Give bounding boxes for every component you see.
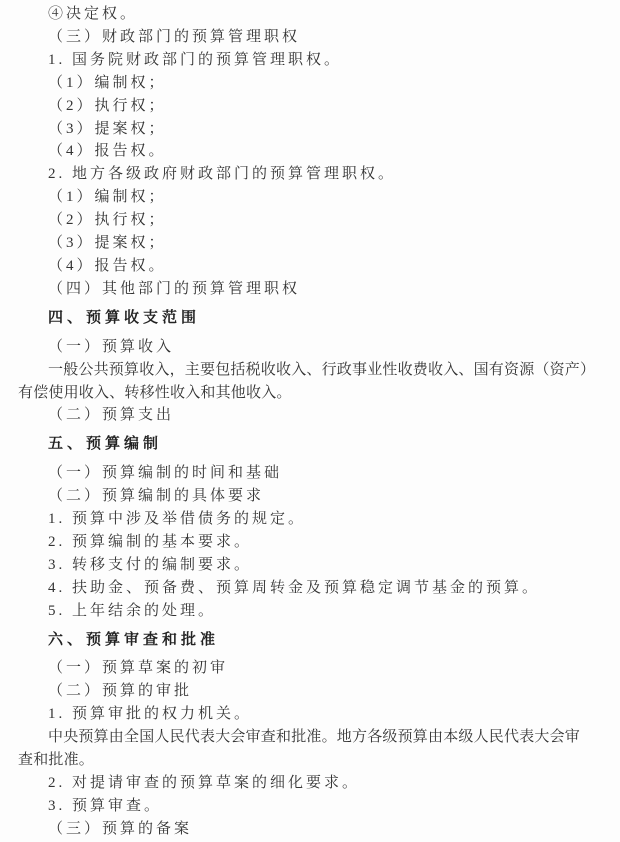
section-heading: 六、预算审查和批准 — [48, 630, 220, 648]
doc-line: 1. 国务院财政部门的预算管理职权。 — [48, 51, 343, 68]
doc-line: 1. 预算中涉及举借债务的规定。 — [48, 511, 307, 528]
doc-line: （1）编制权； — [48, 189, 167, 206]
doc-line: （二）预算编制的具体要求 — [48, 488, 265, 505]
doc-line: 中央预算由全国人民代表大会审查和批准。地方各级预算由本级人民代表大会审 — [48, 729, 581, 746]
doc-line: （二）预算支出 — [48, 407, 175, 424]
doc-line: （一）预算收入 — [48, 338, 175, 355]
doc-line: 有偿使用收入、转移性收入和其他收入。 — [18, 384, 292, 401]
doc-line: 2. 对提请审查的预算草案的细化要求。 — [48, 775, 361, 791]
doc-line: 5. 上年结余的处理。 — [48, 602, 217, 619]
doc-line: （4）报告权。 — [48, 257, 167, 274]
doc-line: 2. 地方各级政府财政部门的预算管理职权。 — [48, 166, 397, 183]
doc-line: （三）财政部门的预算管理职权 — [48, 28, 301, 45]
doc-line: 2. 预算编制的基本要求。 — [48, 533, 253, 550]
doc-line: 查和批准。 — [18, 752, 95, 769]
doc-line: （一）预算草案的初审 — [48, 660, 229, 677]
doc-line: ④决定权。 — [48, 6, 139, 22]
doc-line: 4. 扶助金、预备费、预算周转金及预算稳定调节基金的预算。 — [48, 579, 541, 596]
doc-line: （2）执行权； — [48, 97, 167, 114]
doc-line: （二）预算的审批 — [48, 683, 193, 700]
doc-line: 3. 预算审查。 — [48, 797, 163, 814]
doc-line: （四）其他部门的预算管理职权 — [48, 280, 301, 297]
doc-line: （3）提案权； — [48, 235, 167, 252]
doc-line: （1）编制权； — [48, 74, 167, 91]
doc-line: 一般公共预算收入，主要包括税收收入、行政事业性收费收入、国有资源（资产） — [48, 361, 596, 378]
doc-line: （4）报告权。 — [48, 143, 167, 160]
doc-line: （2）执行权； — [48, 212, 167, 229]
section-heading: 五、预算编制 — [48, 435, 163, 453]
doc-line: （3）提案权； — [48, 120, 167, 137]
doc-line: （一）预算编制的时间和基础 — [48, 465, 283, 482]
doc-line: 3. 转移支付的编制要求。 — [48, 556, 253, 573]
section-heading: 四、预算收支范围 — [48, 308, 201, 326]
doc-line: （三）预算的备案 — [48, 820, 193, 837]
doc-line: 1. 预算审批的权力机关。 — [48, 706, 253, 723]
